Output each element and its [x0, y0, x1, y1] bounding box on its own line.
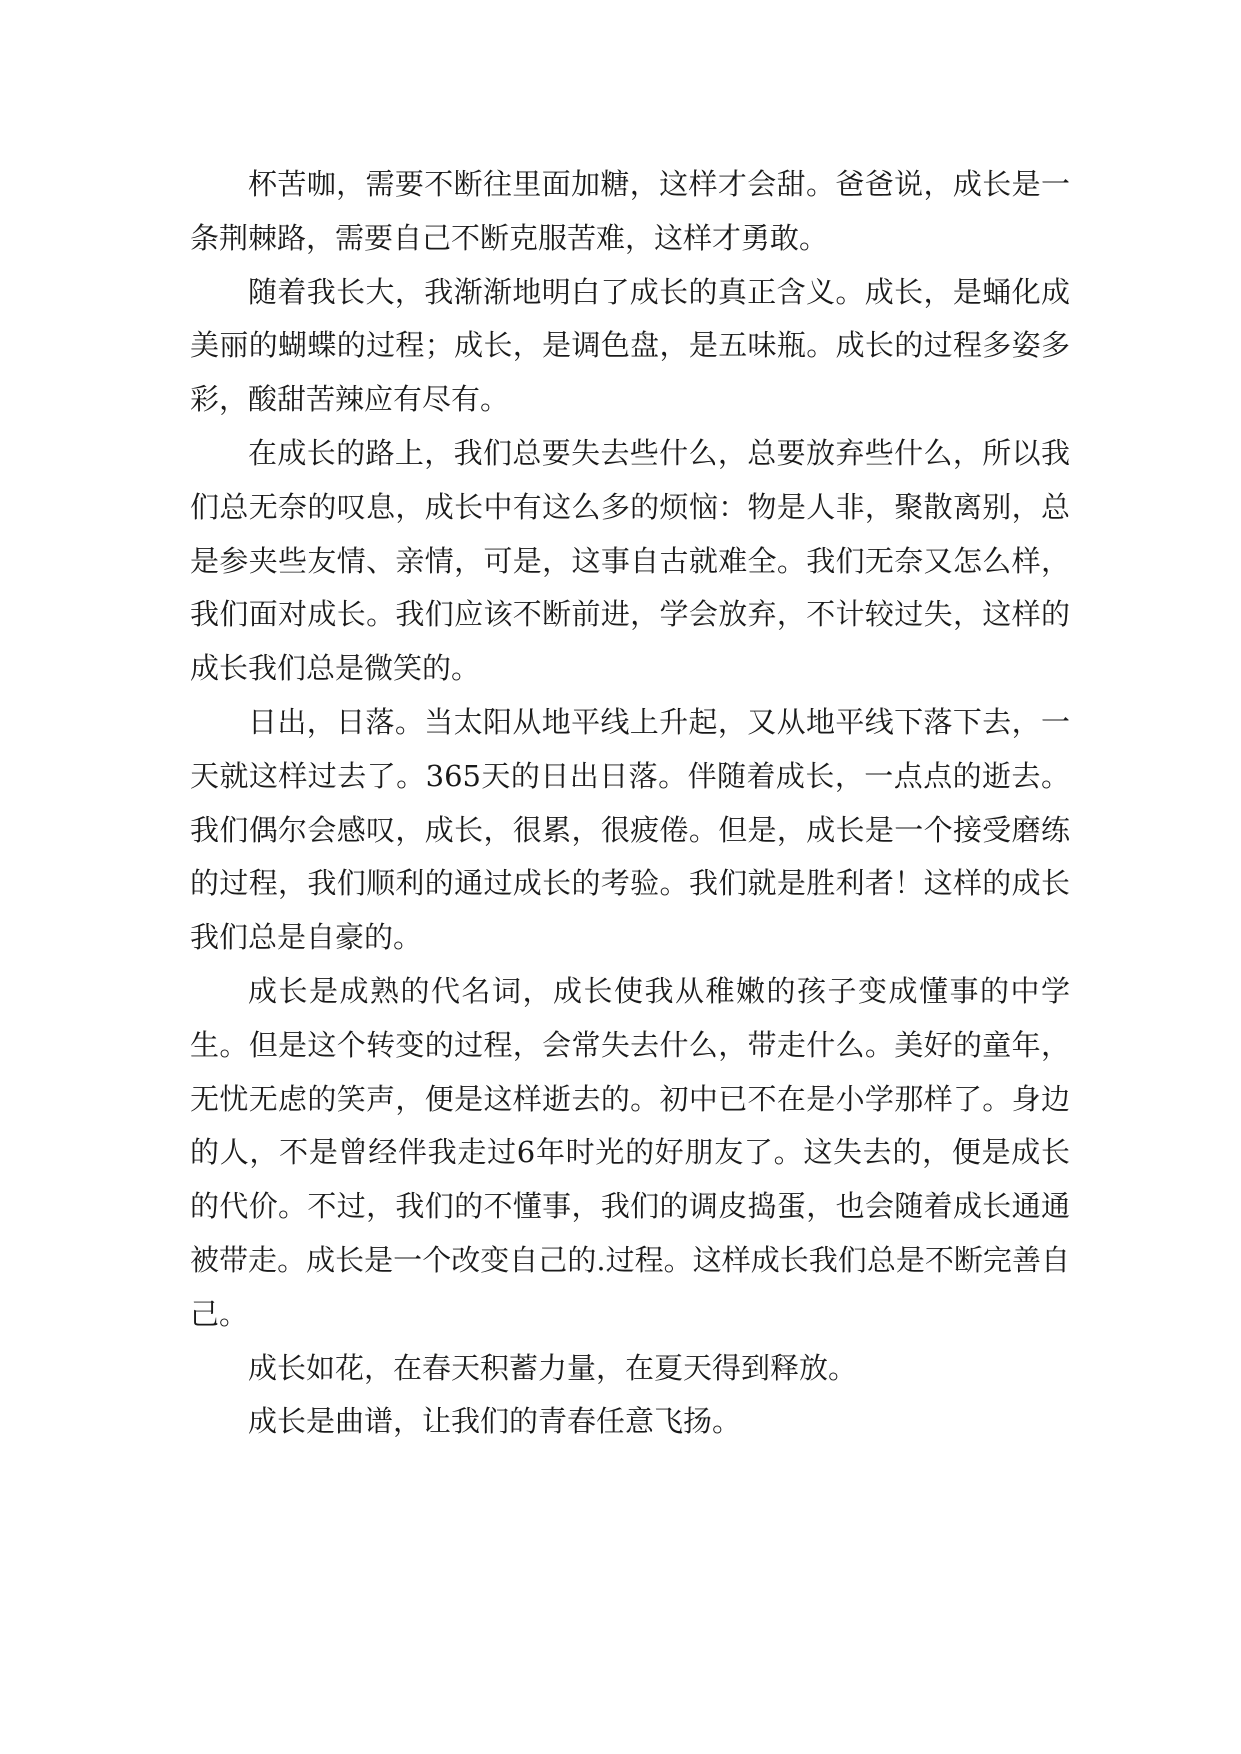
paragraph-7: 成长是曲谱，让我们的青春任意飞扬。	[248, 1404, 742, 1439]
paragraph-3: 在成长的路上，我们总要失去些什么，总要放弃些什么，所以我们总无奈的叹息，成长中有这么多的烦恼：物是人非，聚散离别，总是参夹些友情、亲情，可是，这事自古就难全。我们无奈又怎么样，我们面对成长。我们应该不断前进，学会放弃，不计较过失，这样的成长我们总是微笑的。	[190, 435, 1070, 686]
essay-body	[190, 158, 1070, 1449]
paragraph-4: 日出，日落。当太阳从地平线上升起，又从地平线下落下去，一天就这样过去了。365天的日出日落。伴随着成长，一点点的逝去。我们偶尔会感叹，成长，很累，很疲倦。但是，成长是一个接受磨练的过程，我们顺利的通过成长的考验。我们就是胜利者！这样的成长我们总是自豪的。	[190, 704, 1070, 955]
paragraph-1: 杯苦咖，需要不断往里面加糖，这样才会甜。爸爸说，成长是一条荆棘路，需要自己不断克服苦难，这样才勇敢。	[190, 167, 1070, 255]
paragraph-6: 成长如花，在春天积蓄力量，在夏天得到释放。	[248, 1350, 858, 1385]
paragraph-5: 成长是成熟的代名词，成长使我从稚嫩的孩子变成懂事的中学生。但是这个转变的过程，会常失去什么，带走什么。美好的童年，无忧无虑的笑声，便是这样逝去的。初中已不在是小学那样了。身边的人，不是曾经伴我走过6年时光的好朋友了。这失去的，便是成长的代价。不过，我们的不懂事，我们的调皮捣蛋，也会随着成长通通被带走。成长是一个改变自己的.过程。这样成长我们总是不断完善自己。	[190, 973, 1070, 1331]
paragraph-2: 随着我长大，我渐渐地明白了成长的真正含义。成长，是蛹化成美丽的蝴蝶的过程；成长，是调色盘，是五味瓶。成长的过程多姿多彩，酸甜苦辣应有尽有。	[190, 274, 1070, 417]
